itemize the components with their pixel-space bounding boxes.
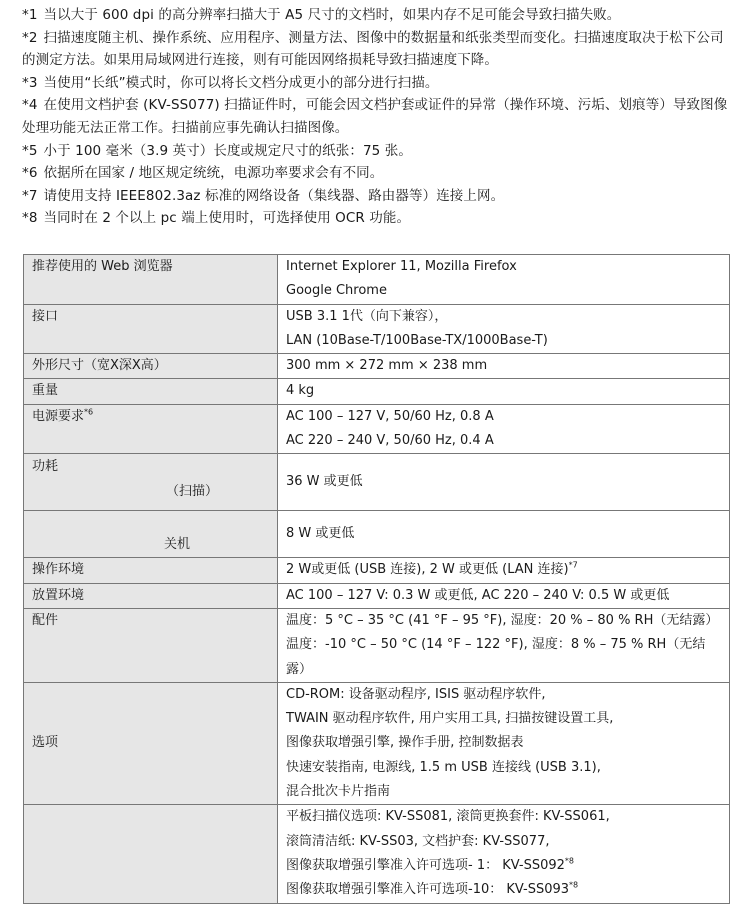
spec-label: 选项 [24,682,278,804]
footnote-3: *3 当使用“长纸”模式时，你可以将长文档分成更小的部分进行扫描。 [22,74,439,91]
spec-label: 配件 [24,608,278,682]
spec-label: 接口 [24,304,278,354]
table-row [24,255,730,305]
spec-label [24,805,278,903]
table-row [24,558,730,583]
table-row [24,583,730,608]
table-row [24,511,730,558]
spec-value: 8 W 或更低 [278,511,730,558]
spec-label: 操作环境 [24,558,278,583]
footnote-8: *8 当同时在 2 个以上 pc 端上使用时，可选择使用 OCR 功能。 [22,210,411,227]
footnote-4: *4 在使用文档护套 (KV-SS077) 扫描证件时，可能会因文档护套或证件的异常（操作环境、污垢、划痕等）导致图像处理功能无法正常工作。扫描前应事先确认扫描图像。 [22,97,728,136]
table-row [24,608,730,682]
footnote-6: *6 依据所在国家 / 地区规定统统，电源功率要求会有不同。 [22,165,384,182]
footnotes [22,4,732,230]
spec-value: AC 100 – 127 V, 50/60 Hz, 0.8 A AC 220 – 240 V, 50/60 Hz, 0.4 A [278,404,730,454]
spec-value: 温度：5 °C – 35 °C (41 °F – 95 °F), 湿度：20 % – 80 % RH（无结露） 温度：-10 °C – 50 °C (14 °F – 122 °F), 湿度：8 % – 75 % RH（无结露） [278,608,730,682]
spec-label: 重量 [24,379,278,404]
spec-value: 300 mm × 272 mm × 238 mm [278,354,730,379]
spec-label: 电源要求$^{*6}$ [24,404,278,454]
table-row [24,454,730,511]
spec-label: 推荐使用的 Web 浏览器 [24,255,278,305]
footnote-7: *7 请使用支持 IEEE802.3az 标准的网络设备（集线器、路由器等）连接上网。 [22,187,505,204]
spec-value: CD-ROM: 设备驱动程序, ISIS 驱动程序软件, TWAIN 驱动程序软件, 用户实用工具, 扫描按键设置工具, 图像获取增强引擎, 操作手册, 控制数据表 快速安装指南, 电源线, 1.5 m USB 连接线 (USB 3.1), 混合批次卡片指南 [278,682,730,804]
footnote-2: *2 扫描速度随主机、操作系统、应用程序、测量方法、图像中的数据量和纸张类型而变化。扫描速度取决于松下公司的测定方法。如果用局域网进行连接，则有可能因网络损耗导致扫描速度下降。 [22,29,724,69]
spec-table [23,254,730,904]
spec-label: 外形尺寸（宽X深X高） [24,354,278,379]
table-row [24,379,730,404]
footnote-5: *5 小于 100 毫米（3.9 英寸）长度或规定尺寸的纸张：75 张。 [22,142,412,159]
spec-label: 放置环境 [24,583,278,608]
spec-value: 2 W或更低 (USB 连接), 2 W 或更低 (LAN 连接)$^{*7}$ [278,558,730,583]
spec-value: 平板扫描仪选项: KV-SS081, 滚筒更换套件: KV-SS061, 滚筒清洁纸: KV-SS03, 文档护套: KV-SS077, 图像获取增强引擎准入许可选项- 1： KV-SS092$^{*8}$ 图像获取增强引擎准入许可选项-10： KV-SS093$^{*8}$ [278,805,730,903]
spec-value: 36 W 或更低 [278,454,730,511]
spec-label: 功耗 （扫描） [24,454,278,511]
spec-label: 关机 [24,511,278,558]
table-row [24,404,730,454]
footnote-1: *1 当以大于 600 dpi 的高分辨率扫描大于 A5 尺寸的文档时，如果内存不足可能会导致扫描失败。 [22,7,621,23]
spec-value: 4 kg [278,379,730,404]
table-row [24,304,730,354]
table-row [24,682,730,804]
table-row [24,805,730,903]
spec-value: USB 3.1 1代（向下兼容）， LAN (10Base-T/100Base-TX/1000Base-T) [278,304,730,354]
table-row [24,354,730,379]
spec-value: AC 100 – 127 V: 0.3 W 或更低, AC 220 – 240 V: 0.5 W 或更低 [278,583,730,608]
spec-value: Internet Explorer 11, Mozilla Firefox Google Chrome [278,255,730,305]
